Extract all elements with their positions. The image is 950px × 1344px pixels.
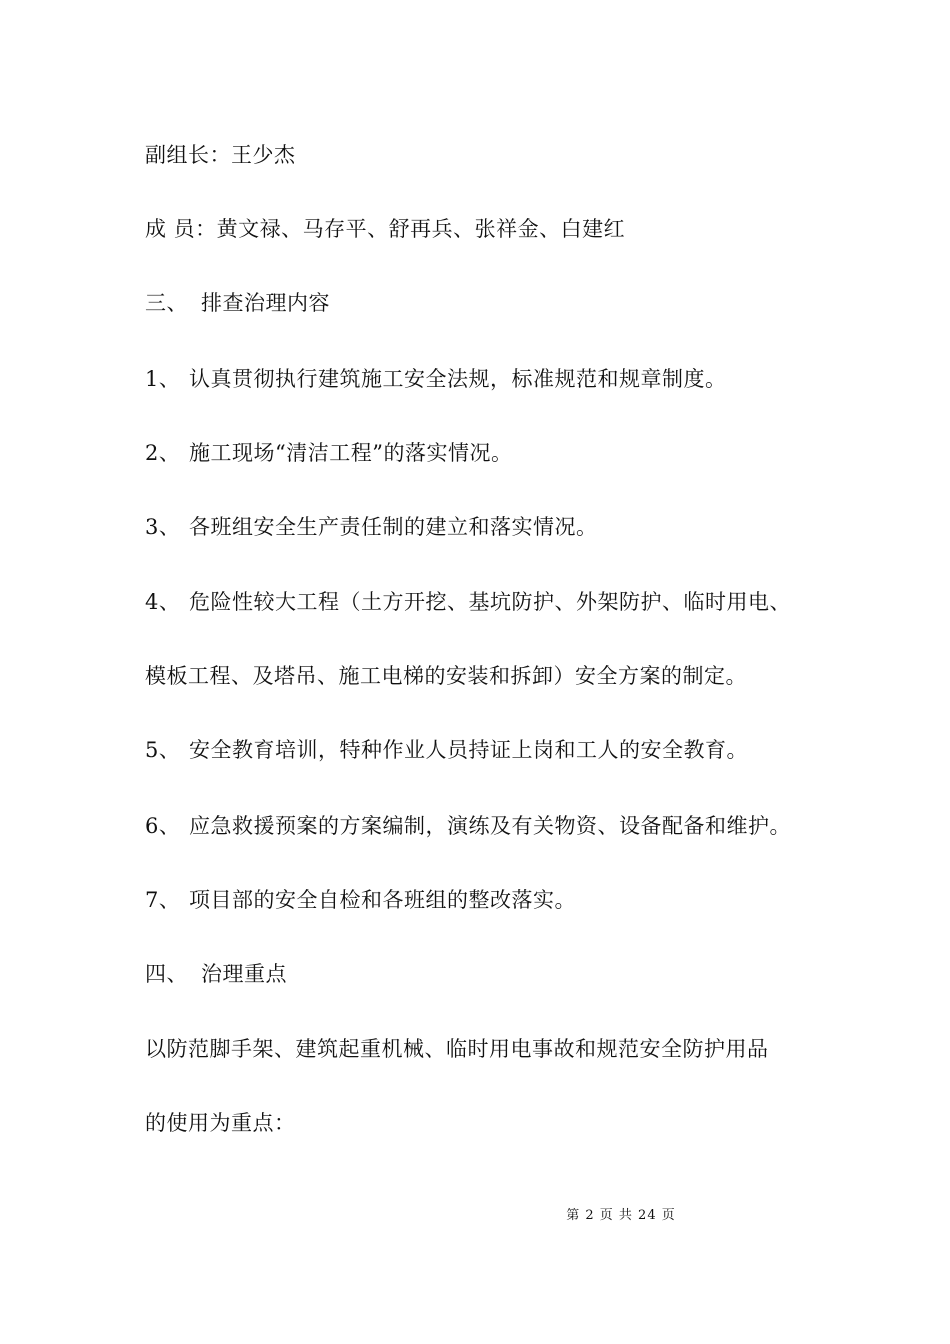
item-7-text: 项目部的安全自检和各班组的整改落实。	[189, 888, 576, 912]
section-3-number: 三、	[145, 291, 188, 315]
deputy-leader-text: 副组长：王少杰	[145, 143, 296, 167]
item-2-number: 2、	[145, 441, 181, 465]
item-1-text: 认真贯彻执行建筑施工安全法规，标准规范和规章制度。	[189, 367, 727, 391]
members-text: 成 员：黄文禄、马存平、舒再兵、张祥金、白建红	[145, 217, 626, 241]
section-3-heading	[145, 288, 330, 318]
item-1-number: 1、	[145, 367, 181, 391]
members-line	[145, 214, 625, 244]
item-2	[145, 438, 512, 468]
item-6-number: 6、	[145, 814, 181, 838]
item-3	[145, 512, 598, 542]
deputy-leader-line	[145, 140, 296, 170]
item-5-number: 5、	[145, 738, 181, 762]
section-3-title: 排查治理内容	[201, 291, 330, 315]
section-4-heading	[145, 959, 287, 989]
item-2-text: 施工现场“清洁工程”的落实情况。	[189, 441, 513, 465]
item-4	[145, 587, 791, 617]
item-4-continuation	[145, 661, 747, 691]
item-7	[145, 885, 576, 915]
item-7-number: 7、	[145, 888, 181, 912]
item-1	[145, 364, 727, 394]
item-4-continuation-text: 模板工程、及塔吊、施工电梯的安装和拆卸）安全方案的制定。	[145, 664, 747, 688]
item-4-number: 4、	[145, 590, 181, 614]
item-6-text: 应急救援预案的方案编制，演练及有关物资、设备配备和维护。	[189, 814, 791, 838]
focus-line-2	[145, 1108, 296, 1138]
item-3-text: 各班组安全生产责任制的建立和落实情况。	[189, 515, 598, 539]
section-4-title: 治理重点	[201, 962, 287, 986]
item-5-text: 安全教育培训，特种作业人员持证上岗和工人的安全教育。	[189, 738, 748, 762]
section-4-number: 四、	[145, 962, 188, 986]
focus-text-2: 的使用为重点：	[145, 1111, 296, 1135]
page-footer	[0, 1207, 950, 1225]
item-4-text: 危险性较大工程（土方开挖、基坑防护、外架防护、临时用电、	[189, 590, 791, 614]
item-6	[145, 811, 791, 841]
item-5	[145, 735, 748, 765]
page-number: 第 2 页 共 24 页	[566, 1208, 676, 1223]
item-3-number: 3、	[145, 515, 181, 539]
focus-text-1: 以防范脚手架、建筑起重机械、临时用电事故和规范安全防护用品	[145, 1037, 769, 1061]
focus-line-1	[145, 1034, 769, 1064]
